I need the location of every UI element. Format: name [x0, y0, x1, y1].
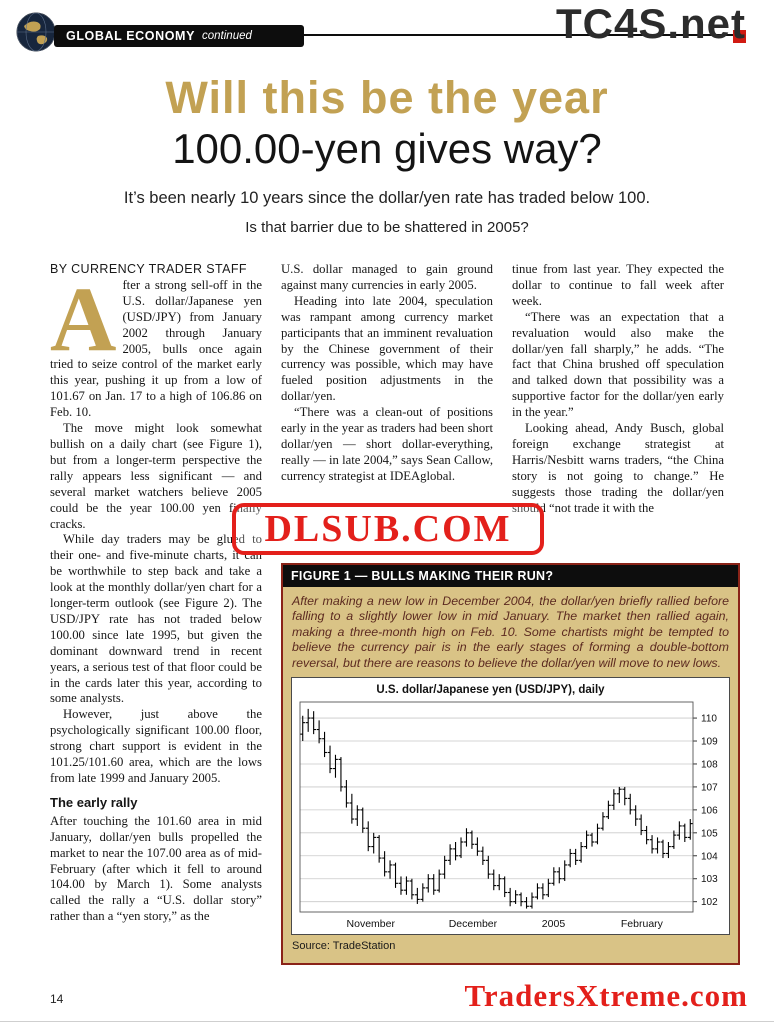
article-column-1 — [50, 262, 262, 966]
title-block — [40, 74, 734, 236]
svg-text:107: 107 — [701, 782, 718, 794]
svg-text:November: November — [346, 918, 395, 931]
page-bottom-rule — [0, 1021, 774, 1022]
paragraph: “There was an expectation that a revaluation would also make the dollar/yen fall sharply,” he adds. “The fact that China brushed off speculation and talked down that possibility was a supportive factor for the dollar/yen early in the year.” — [512, 309, 724, 420]
section-label-continued: continued — [202, 30, 252, 42]
tradersxtreme-watermark: TradersXtreme.com — [464, 978, 748, 1013]
svg-text:110: 110 — [701, 713, 717, 725]
section-header-bar — [54, 25, 304, 47]
paragraph: However, just above the psychologically significant 100.00 floor, strong chart support is evident in the 101.25/101.60 area, which are the lows from late 1999 and January 2005. — [50, 707, 262, 785]
svg-text:February: February — [620, 918, 663, 931]
paragraph: Looking ahead, Andy Busch, global foreign exchange strategist at Harris/Nesbitt warns traders, “the China story is not going to change.” He suggests those trading the dollar/yen should “not trade it with the — [512, 421, 724, 515]
paragraph: “There was a clean-out of positions early in the year as traders had been short dollar/yen — short dollar-everything, really — in late 2004,” says Sean Callow, currency strategist at IDEAglobal. — [281, 405, 493, 483]
headline-line2: 100.00-yen gives way? — [172, 125, 602, 173]
svg-text:104: 104 — [701, 851, 718, 863]
headline-line1: Will this be the year — [165, 72, 609, 123]
section-label: GLOBAL ECONOMY — [66, 29, 196, 43]
paragraph: U.S. dollar managed to gain ground against many currencies in early 2005. — [281, 262, 493, 292]
dlsub-watermark: DLSUB.COM — [232, 503, 544, 555]
figure1-source: Source: TradeStation — [292, 940, 396, 953]
svg-text:103: 103 — [701, 874, 718, 886]
page-number: 14 — [50, 992, 64, 1006]
drop-cap: A — [50, 267, 117, 370]
paragraph: Heading into late 2004, speculation was rampant among currency market participants that an imminent revaluation by the Chinese government of their currency was possible, which may have fueled position adjustments in the dollar/yen. — [281, 293, 493, 404]
tc4s-watermark: TC4S.net — [555, 0, 746, 47]
subtitle-line1: It’s been nearly 10 years since the dollar/yen rate has traded below 100. — [123, 189, 651, 208]
paragraph: The move might look somewhat bullish on a daily chart (see Figure 1), but from a longer-term perspective the rally appears less significant — and several market watchers believe 2005 could be the year 100.00 yen finally cracks. — [50, 421, 262, 531]
svg-text:108: 108 — [701, 759, 718, 771]
byline: BY CURRENCY TRADER STAFF — [50, 262, 247, 276]
paragraph-text: fter a strong sell-off in the U.S. dollar/Japanese yen (USD/JPY) from January 2002 through January 2005, bulls once again tried to seize control of the market early this year, pushing it up from a low of 101.67 on Jan. 17 to a high of 106.86 on Feb. 10. — [50, 277, 262, 420]
paragraph: tinue from last year. They expected the dollar to continue to fall week after week. — [512, 262, 724, 308]
svg-text:105: 105 — [701, 828, 718, 840]
globe-icon — [16, 12, 56, 52]
figure1-chart-svg — [292, 678, 729, 934]
svg-text:106: 106 — [701, 805, 718, 817]
figure1-box — [281, 563, 740, 965]
paragraph: While day traders may be glued to their one- and five-minute charts, it can be worthwhile to step back and take a look at the monthly dollar/yen chart for a longer-term outlook (see Figure 2). The USD/JPY rate has not traded below 100.00 since late 1995, but given the dominant downward trend in recent years, a serious test of that floor could be in the cards later this year, according to some analysts. — [50, 532, 262, 706]
section-subhead: The early rally — [50, 794, 138, 810]
figure1-chart-plot — [291, 677, 730, 935]
figure1-caption: After making a new low in December 2004, the dollar/yen briefly rallied before falling to a slightly lower low in mid January. The market then rallied again, making a three-month high on Feb. 10. Some chartists might be tempted to believe the currency pair is in the early stages of forming a double-bottom reversal, but there are reasons to believe the dollar/yen will move to new lows. — [292, 594, 729, 670]
svg-text:December: December — [448, 918, 498, 931]
figure1-chart-title: U.S. dollar/Japanese yen (USD/JPY), daily — [376, 684, 605, 697]
svg-text:2005: 2005 — [541, 918, 566, 931]
paragraph: After touching the 101.60 area in mid January, dollar/yen bulls propelled the market to near the 107.00 area as of mid-February (after which it fell to around 104.00 by March 1). Some analysts called the rally a “U.S. dollar story” rather than a “yen story,” as the — [50, 813, 262, 924]
subtitle-line2: Is that barrier due to be shattered in 2005? — [245, 219, 529, 237]
svg-text:109: 109 — [701, 736, 718, 748]
svg-text:102: 102 — [701, 897, 718, 909]
figure1-header: FIGURE 1 — BULLS MAKING THEIR RUN? — [283, 565, 738, 587]
